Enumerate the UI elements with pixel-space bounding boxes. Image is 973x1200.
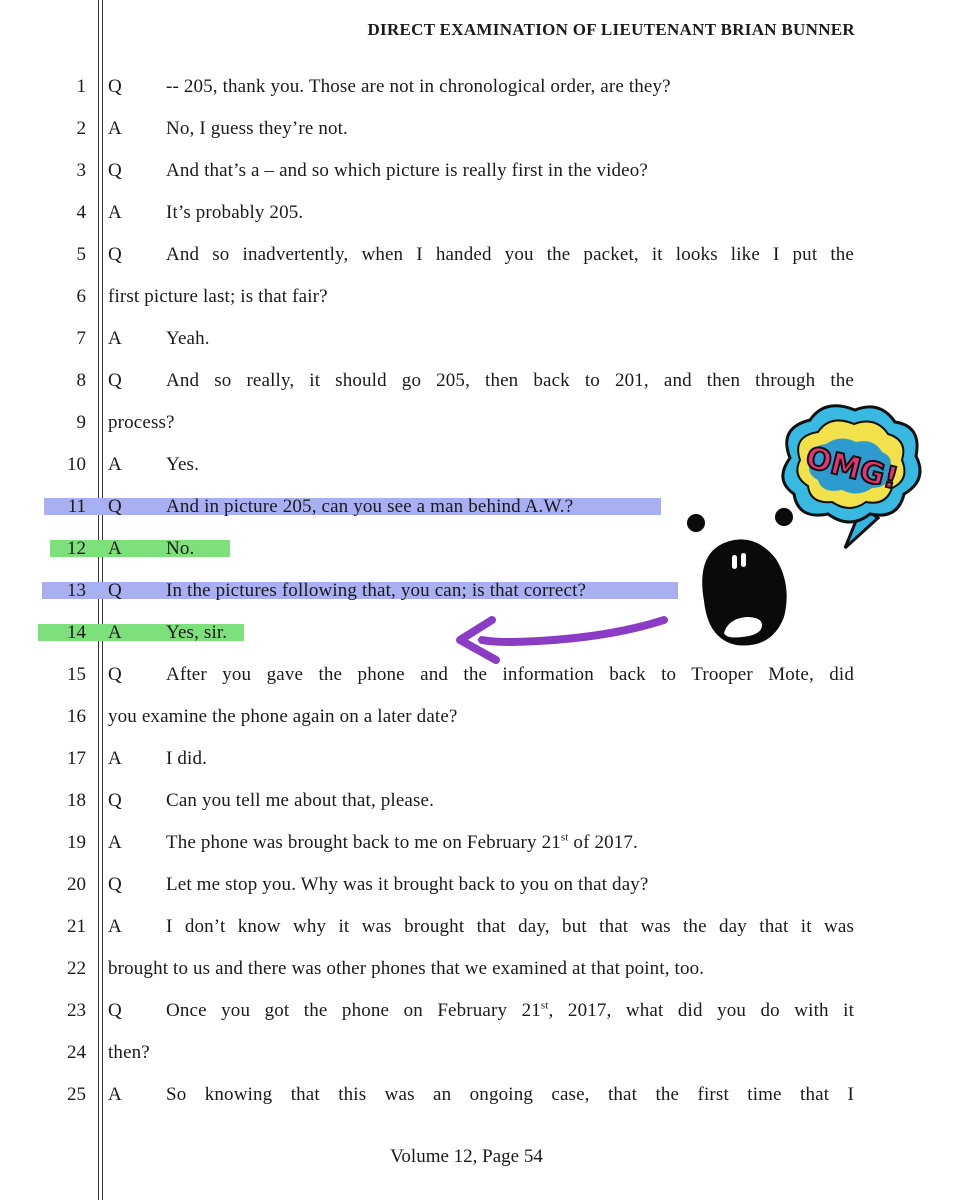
speaker-label: A xyxy=(108,538,122,559)
line-text-part: The phone was brought back to me on February 21 xyxy=(166,832,561,853)
speaker-label: A xyxy=(108,118,122,139)
line-number: 15 xyxy=(67,664,86,685)
line-text: So knowing that this was an ongoing case, that the first time that I xyxy=(166,1084,854,1105)
line-number: 18 xyxy=(67,790,86,811)
line-number: 6 xyxy=(76,286,86,307)
transcript-line xyxy=(0,1076,973,1118)
transcript-line xyxy=(0,1034,973,1076)
line-text: And so inadvertently, when I handed you the packet, it looks like I put the xyxy=(166,244,854,265)
mouth-shine xyxy=(732,555,737,569)
page-footer: Volume 12, Page 54 xyxy=(390,1146,543,1167)
line-text: After you gave the phone and the information back to Trooper Mote, did xyxy=(166,664,854,685)
line-text xyxy=(166,832,638,854)
transcript-line xyxy=(0,740,973,782)
line-number: 8 xyxy=(76,370,86,391)
omg-text: OMG! xyxy=(802,440,902,497)
line-number: 4 xyxy=(76,202,86,223)
transcript-line xyxy=(0,782,973,824)
line-number: 9 xyxy=(76,412,86,433)
line-text: Yes, sir. xyxy=(166,622,228,643)
speaker-label: Q xyxy=(108,874,122,895)
page-header: DIRECT EXAMINATION OF LIEUTENANT BRIAN BUNNER xyxy=(367,20,855,39)
line-text: I don’t know why it was brought that day, but that was the day that it was xyxy=(166,916,854,937)
line-text: Let me stop you. Why was it brought back to you on that day? xyxy=(166,874,649,895)
line-number: 7 xyxy=(76,328,86,349)
speaker-label: Q xyxy=(108,790,122,811)
line-number: 11 xyxy=(67,496,86,517)
transcript-line xyxy=(0,152,973,194)
speaker-label: Q xyxy=(108,244,122,265)
line-number: 12 xyxy=(67,538,86,559)
mouth-shine xyxy=(741,553,746,567)
speaker-label: A xyxy=(108,832,122,853)
transcript-line xyxy=(0,992,973,1034)
speaker-label: A xyxy=(108,202,122,223)
line-number: 16 xyxy=(67,706,86,727)
transcript-line xyxy=(0,908,973,950)
line-text: And so really, it should go 205, then back to 201, and then through the xyxy=(166,370,854,391)
speaker-label: A xyxy=(108,328,122,349)
transcript-line xyxy=(0,950,973,992)
speaker-label: A xyxy=(108,622,122,643)
ordinal-suffix: st xyxy=(540,999,549,1012)
transcript-line xyxy=(0,236,973,278)
line-text-part: of 2017. xyxy=(568,832,638,853)
shocked-face-icon xyxy=(682,505,802,655)
line-text: And in picture 205, can you see a man behind A.W.? xyxy=(166,496,574,517)
transcript-line xyxy=(0,698,973,740)
speaker-label: A xyxy=(108,1084,122,1105)
line-number: 10 xyxy=(67,454,86,475)
transcript-line xyxy=(0,194,973,236)
speaker-label: Q xyxy=(108,1000,122,1021)
line-number: 20 xyxy=(67,874,86,895)
arrow-shaft xyxy=(482,620,664,642)
line-text: Yeah. xyxy=(166,328,210,349)
line-text: I did. xyxy=(166,748,208,769)
speaker-label: Q xyxy=(108,370,122,391)
line-text: brought to us and there was other phones that we examined at that point, too. xyxy=(108,958,705,979)
left-eye-icon xyxy=(687,514,705,532)
line-text: Can you tell me about that, please. xyxy=(166,790,435,811)
line-text: process? xyxy=(108,412,175,433)
line-text: first picture last; is that fair? xyxy=(108,286,328,307)
line-text: -- 205, thank you. Those are not in chronological order, are they? xyxy=(166,76,671,97)
line-text: then? xyxy=(108,1042,150,1063)
line-number: 2 xyxy=(76,118,86,139)
transcript-line xyxy=(0,866,973,908)
line-number: 5 xyxy=(76,244,86,265)
speaker-label: Q xyxy=(108,160,122,181)
speaker-label: Q xyxy=(108,496,122,517)
line-text xyxy=(166,1000,854,1022)
line-text: And that’s a – and so which picture is really first in the video? xyxy=(166,160,648,181)
transcript-line xyxy=(0,68,973,110)
speaker-label: Q xyxy=(108,76,122,97)
line-text: Yes. xyxy=(166,454,199,475)
transcript-line xyxy=(0,278,973,320)
line-text: No. xyxy=(166,538,195,559)
line-text: you examine the phone again on a later date? xyxy=(108,706,458,727)
line-text: In the pictures following that, you can; is that correct? xyxy=(166,580,587,601)
transcript-line xyxy=(0,320,973,362)
transcript-line-highlighted xyxy=(0,572,973,614)
line-number: 19 xyxy=(67,832,86,853)
right-eye-icon xyxy=(775,508,793,526)
line-number: 23 xyxy=(67,1000,86,1021)
arrow-left-icon xyxy=(452,610,672,670)
line-number: 17 xyxy=(67,748,86,769)
line-number: 3 xyxy=(76,160,86,181)
transcript-line xyxy=(0,110,973,152)
transcript-line xyxy=(0,824,973,866)
line-text: It’s probably 205. xyxy=(166,202,304,223)
speaker-label: A xyxy=(108,454,122,475)
line-text-part: Once you got the phone on February 21 xyxy=(166,1000,541,1021)
line-number: 14 xyxy=(67,622,86,643)
line-number: 25 xyxy=(67,1084,86,1105)
line-number: 1 xyxy=(76,76,86,97)
speaker-label: A xyxy=(108,916,122,937)
speaker-label: Q xyxy=(108,664,122,685)
speaker-label: A xyxy=(108,748,122,769)
ordinal-suffix: st xyxy=(560,831,569,844)
line-number: 24 xyxy=(67,1042,86,1063)
line-text-part: , 2017, what did you do with it xyxy=(548,1000,854,1021)
speaker-label: Q xyxy=(108,580,122,601)
line-number: 22 xyxy=(67,958,86,979)
line-number: 13 xyxy=(67,580,86,601)
line-number: 21 xyxy=(67,916,86,937)
line-text: No, I guess they’re not. xyxy=(166,118,348,139)
